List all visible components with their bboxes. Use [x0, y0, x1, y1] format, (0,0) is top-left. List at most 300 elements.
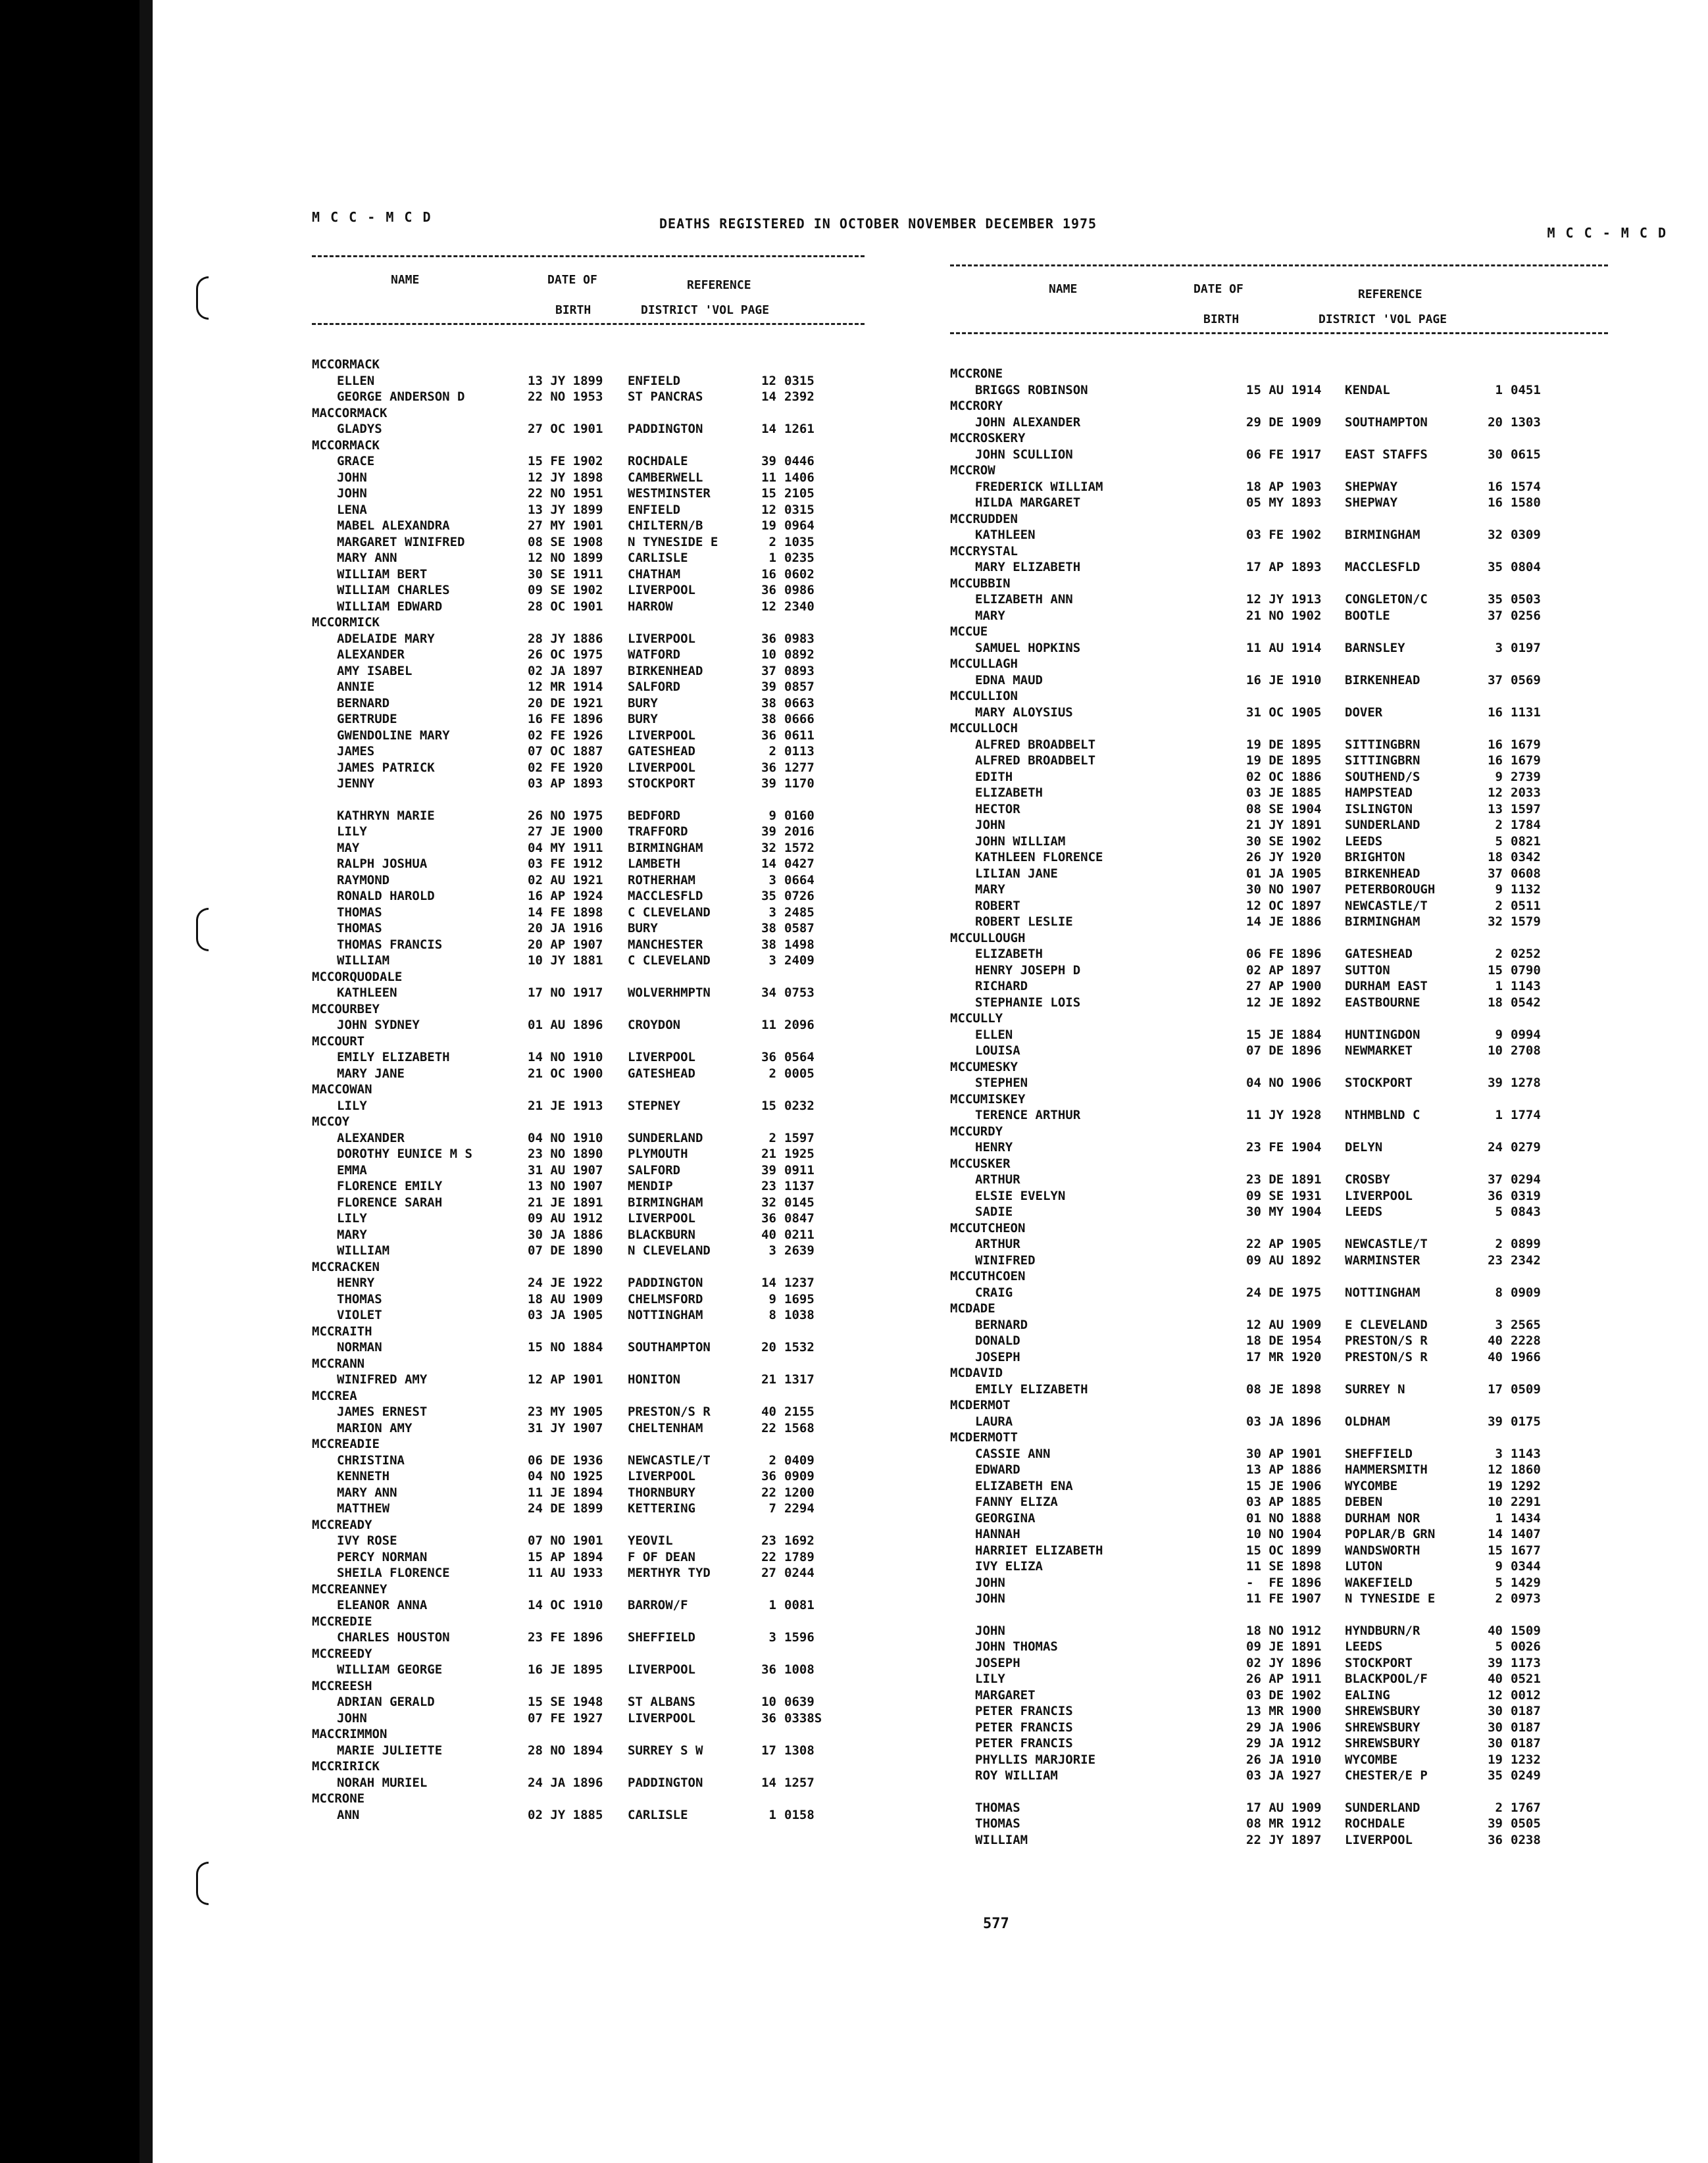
page: 1170 — [784, 776, 815, 791]
death-entry-row — [950, 1027, 1608, 1043]
district: STOCKPORT — [1345, 1076, 1413, 1090]
volume: 39 — [761, 776, 776, 791]
date-of-birth: 30 SE 1911 — [528, 566, 603, 582]
given-names: ALEXANDER — [337, 1130, 405, 1145]
district: SOUTHEND/S — [1345, 769, 1420, 784]
district: BRIGHTON — [1345, 850, 1405, 864]
page: 0893 — [784, 663, 815, 678]
district: BURY — [628, 712, 658, 726]
surname-heading — [312, 969, 865, 985]
volume: 21 — [761, 1372, 776, 1387]
volume: 37 — [1488, 1172, 1503, 1187]
district: PADDINGTON — [628, 1775, 703, 1790]
surname-heading — [950, 366, 1608, 382]
volume: 5 — [1495, 1205, 1503, 1219]
date-of-birth: 12 JE 1892 — [1246, 995, 1322, 1010]
given-names: CHRISTINA — [337, 1453, 405, 1468]
page: 1008 — [784, 1662, 815, 1677]
date-of-birth: 07 FE 1927 — [528, 1710, 603, 1726]
given-names: KATHLEEN — [975, 528, 1036, 542]
volume: 9 — [1495, 882, 1503, 897]
death-entry-row — [950, 737, 1608, 753]
date-of-birth: 01 AU 1896 — [528, 1018, 603, 1032]
given-names: MABEL ALEXANDRA — [337, 518, 450, 533]
surname: MCCREANNEY — [312, 1581, 388, 1597]
given-names: THOMAS — [337, 921, 382, 935]
death-entry-row — [950, 1752, 1608, 1768]
page: 0503 — [1511, 592, 1541, 607]
page: 0569 — [1511, 672, 1541, 687]
given-names: MARGARET WINIFRED — [337, 534, 465, 549]
volume: 34 — [761, 985, 776, 1000]
date-of-header: DATE OF — [547, 273, 597, 287]
given-names: KATHLEEN FLORENCE — [975, 850, 1103, 864]
district-header: DISTRICT — [641, 303, 698, 317]
death-entry-row — [950, 591, 1608, 608]
volume: 30 — [1488, 447, 1503, 462]
given-names: ELIZABETH — [975, 947, 1043, 961]
surname: MCCULLOCH — [950, 721, 1018, 735]
volume: 20 — [761, 1340, 776, 1355]
page: 0790 — [1511, 962, 1541, 978]
surname: MCCROW — [950, 463, 995, 478]
volume: 3 — [768, 1243, 776, 1258]
given-names: IVY ELIZA — [975, 1559, 1043, 1574]
given-names: LILIAN JANE — [975, 866, 1058, 881]
death-entry-row — [312, 663, 865, 680]
death-entry-row — [312, 470, 865, 486]
page: 0602 — [784, 566, 815, 582]
surname-heading — [312, 1082, 865, 1098]
surname: MCCRANN — [312, 1356, 365, 1371]
death-entry-row — [312, 1743, 865, 1759]
death-entry-row — [950, 1671, 1608, 1687]
district: WESTMINSTER — [628, 486, 711, 501]
death-entry-row — [312, 1710, 865, 1727]
surname-heading — [950, 930, 1608, 947]
given-names: MARY ANN — [337, 1485, 397, 1500]
page: 1597 — [784, 1130, 815, 1145]
given-names: KENNETH — [337, 1469, 390, 1483]
volume: 3 — [768, 953, 776, 968]
death-entry-row — [950, 914, 1608, 930]
death-entry-row — [312, 808, 865, 824]
death-entry-row — [950, 1703, 1608, 1720]
death-entry-row — [950, 1043, 1608, 1059]
page: 1579 — [1511, 914, 1541, 929]
death-entry-row — [312, 1549, 865, 1566]
page: 1966 — [1511, 1349, 1541, 1364]
date-of-birth: 06 DE 1936 — [528, 1453, 603, 1468]
district: SHREWSBURY — [1345, 1720, 1420, 1735]
district: CARLISLE — [628, 551, 688, 565]
given-names: ALEXANDER — [337, 647, 405, 662]
volume: 8 — [768, 1308, 776, 1322]
given-names: ELLEN — [975, 1027, 1013, 1042]
surname: MCCRYSTAL — [950, 543, 1018, 559]
page: 0211 — [784, 1227, 815, 1242]
page: 0521 — [1511, 1672, 1541, 1686]
death-entry-row — [950, 1832, 1608, 1849]
date-of-birth: 22 AP 1905 — [1246, 1237, 1322, 1251]
death-entry-row — [312, 937, 865, 953]
page: 1257 — [784, 1775, 815, 1790]
page: 1574 — [1511, 479, 1541, 494]
page: 0160 — [784, 808, 815, 823]
death-entry-row — [312, 566, 865, 583]
death-entry-row — [950, 527, 1608, 543]
district: CHELMSFORD — [628, 1291, 703, 1306]
given-names: FLORENCE SARAH — [337, 1195, 443, 1210]
surname-heading — [950, 1220, 1608, 1237]
death-entry-row — [950, 882, 1608, 898]
volume: 23 — [761, 1179, 776, 1193]
volume: 40 — [1488, 1672, 1503, 1686]
page: 1317 — [784, 1372, 815, 1387]
surname: MCCORMACK — [312, 437, 380, 453]
date-of-birth: 07 NO 1901 — [528, 1533, 603, 1548]
death-entry-row — [950, 1768, 1608, 1784]
given-names: JOHN — [975, 1591, 1005, 1606]
volume: 5 — [1495, 1575, 1503, 1590]
given-names: EMILY ELIZABETH — [975, 1381, 1088, 1397]
volume: 1 — [1495, 382, 1503, 397]
date-of-birth: 29 JA 1912 — [1246, 1736, 1322, 1751]
surname: MCCULLOUGH — [950, 930, 1026, 945]
death-entry-row — [950, 1720, 1608, 1736]
given-names: WINIFRED — [975, 1253, 1036, 1268]
volume: 3 — [1495, 640, 1503, 655]
volume: 16 — [1488, 479, 1503, 494]
given-names: JOHN — [975, 1623, 1005, 1638]
death-entry-row — [312, 453, 865, 470]
district: LIVERPOOL — [628, 583, 695, 597]
surname-heading — [950, 720, 1608, 737]
death-entry-row — [950, 608, 1608, 624]
surname-heading — [950, 1301, 1608, 1317]
surname: MACCORMACK — [312, 405, 388, 420]
page: 1860 — [1511, 1462, 1541, 1477]
district: SOUTHAMPTON — [628, 1340, 711, 1355]
given-names: JAMES ERNEST — [337, 1405, 428, 1419]
surname-heading — [312, 1324, 865, 1340]
date-of-birth: 11 AU 1914 — [1246, 640, 1322, 655]
given-names: ROBERT LESLIE — [975, 914, 1073, 929]
volume: 40 — [1488, 1349, 1503, 1364]
given-names: MATTHEW — [337, 1501, 390, 1516]
page: 1532 — [784, 1340, 815, 1355]
volume: 2 — [1495, 1800, 1503, 1815]
page: 1278 — [1511, 1076, 1541, 1090]
volume: 7 — [768, 1501, 776, 1516]
district: MACCLESFLD — [1345, 560, 1420, 574]
surname: MCCRONE — [312, 1791, 365, 1806]
given-names: GEORGINA — [975, 1510, 1036, 1526]
page: 0279 — [1511, 1140, 1541, 1155]
district: LIVERPOOL — [628, 760, 695, 775]
date-of-birth: 09 AU 1892 — [1246, 1253, 1322, 1268]
date-of-birth: 03 DE 1902 — [1246, 1687, 1322, 1703]
given-names: MARY JANE — [337, 1066, 405, 1081]
date-of-birth: 03 AP 1885 — [1246, 1495, 1322, 1509]
district: PADDINGTON — [628, 1276, 703, 1290]
page: 0821 — [1511, 833, 1541, 849]
district: BEDFORD — [628, 808, 681, 823]
given-names: PERCY NORMAN — [337, 1549, 428, 1564]
district: SHEFFIELD — [1345, 1446, 1413, 1461]
page: 1038 — [784, 1308, 815, 1322]
punch-hole — [196, 1862, 209, 1905]
volume: 39 — [1488, 1816, 1503, 1831]
volume: 35 — [1488, 560, 1503, 574]
district: YEOVIL — [628, 1533, 673, 1548]
given-names: ALFRED BROADBELT — [975, 737, 1096, 752]
volume: 18 — [1488, 850, 1503, 864]
date-of-birth: 04 NO 1906 — [1246, 1076, 1322, 1090]
district: NOTTINGHAM — [1345, 1285, 1420, 1300]
page: 1677 — [1511, 1543, 1541, 1558]
volume: 35 — [761, 889, 776, 903]
death-entry-row — [312, 1420, 865, 1437]
death-entry-row — [950, 1510, 1608, 1527]
volume: 36 — [761, 1662, 776, 1677]
surname-heading — [312, 1726, 865, 1743]
surname-heading — [950, 688, 1608, 705]
given-names: THOMAS — [337, 1291, 382, 1306]
death-entry-row — [950, 1285, 1608, 1301]
death-entry-row — [312, 872, 865, 889]
surname-heading — [950, 1430, 1608, 1446]
volume: 30 — [1488, 1704, 1503, 1718]
page: 1406 — [784, 470, 815, 485]
date-of-birth: 29 JA 1906 — [1246, 1720, 1322, 1735]
page: 0511 — [1511, 898, 1541, 913]
death-entry-row — [312, 840, 865, 857]
page: 0294 — [1511, 1172, 1541, 1187]
date-of-birth: 10 NO 1904 — [1246, 1527, 1322, 1541]
death-entry-row — [950, 1735, 1608, 1752]
district: PETERBOROUGH — [1345, 882, 1436, 897]
district: DEBEN — [1345, 1495, 1383, 1509]
page: 0911 — [784, 1162, 815, 1178]
page: 0081 — [784, 1598, 815, 1612]
district: DELYN — [1345, 1140, 1383, 1155]
date-of-birth: 11 SE 1898 — [1246, 1559, 1322, 1574]
date-of-birth: 17 NO 1917 — [528, 985, 603, 1000]
date-of-birth: 13 NO 1907 — [528, 1179, 603, 1193]
death-entry-row — [312, 888, 865, 905]
given-names: GWENDOLINE MARY — [337, 728, 450, 743]
volume: 13 — [1488, 801, 1503, 816]
death-entry-row — [312, 1146, 865, 1162]
volume: 39 — [761, 824, 776, 839]
date-of-birth: 04 NO 1925 — [528, 1469, 603, 1483]
volume: 32 — [761, 1195, 776, 1210]
date-of-birth: 26 AP 1911 — [1246, 1672, 1322, 1686]
district: LEEDS — [1345, 1639, 1383, 1654]
surname: MCCUSKER — [950, 1156, 1011, 1171]
surname-heading — [312, 1388, 865, 1405]
date-of-birth: 09 AU 1912 — [528, 1211, 603, 1226]
district: SHREWSBURY — [1345, 1704, 1420, 1718]
given-names: WILLIAM — [975, 1832, 1028, 1847]
district: PLYMOUTH — [628, 1147, 688, 1161]
death-entry-row — [312, 1629, 865, 1646]
district: ST ALBANS — [628, 1695, 695, 1709]
volume: 16 — [1488, 737, 1503, 752]
date-of-birth: - FE 1896 — [1246, 1575, 1322, 1590]
district: DURHAM EAST — [1345, 979, 1428, 993]
volume: 17 — [1488, 1381, 1503, 1397]
death-entry-row — [950, 1591, 1608, 1607]
volume: 37 — [1488, 866, 1503, 881]
volume: 8 — [1495, 1285, 1503, 1300]
death-entry-row — [312, 647, 865, 663]
page: 1429 — [1511, 1575, 1541, 1590]
page: 2739 — [1511, 769, 1541, 784]
page: 0608 — [1511, 866, 1541, 881]
surname-heading — [950, 656, 1608, 672]
district: SOUTHAMPTON — [1345, 414, 1428, 430]
given-names: DOROTHY EUNICE M S — [337, 1147, 472, 1161]
given-names: MARION AMY — [337, 1420, 413, 1435]
date-of-birth: 22 NO 1953 — [528, 389, 603, 404]
date-of-birth: 11 JY 1928 — [1246, 1108, 1322, 1122]
given-names: JOHN — [975, 1575, 1005, 1590]
page: 0847 — [784, 1211, 815, 1226]
death-entry-row — [950, 785, 1608, 801]
volume: 3 — [768, 905, 776, 920]
given-names: MARY — [975, 882, 1005, 897]
page: 1679 — [1511, 753, 1541, 768]
death-entry-row — [312, 582, 865, 599]
given-names: ELLEN — [337, 373, 375, 388]
volume: 12 — [761, 599, 776, 614]
district: LIVERPOOL — [628, 631, 695, 646]
page: 0505 — [1511, 1816, 1541, 1831]
death-entry-row — [950, 1446, 1608, 1462]
district: HARROW — [628, 599, 673, 614]
volume: 36 — [761, 1050, 776, 1064]
date-of-birth: 26 JA 1910 — [1246, 1752, 1322, 1767]
date-of-birth: 27 MY 1901 — [528, 518, 603, 533]
death-entry-row — [312, 920, 865, 937]
page: 0664 — [784, 872, 815, 887]
volume: 39 — [761, 680, 776, 694]
page: 0249 — [1511, 1768, 1541, 1783]
volume: 22 — [761, 1420, 776, 1435]
volume: 3 — [768, 872, 776, 887]
surname: MCCUTCHEON — [950, 1220, 1026, 1235]
death-entry-row — [950, 833, 1608, 850]
given-names: NORAH MURIEL — [337, 1775, 428, 1790]
district: LIVERPOOL — [1345, 1188, 1413, 1203]
given-names: LILY — [337, 824, 367, 839]
birth-header: BIRTH — [555, 303, 591, 317]
surname: MCCRAITH — [312, 1324, 372, 1339]
death-entry-row — [950, 672, 1608, 689]
given-names: NORMAN — [337, 1340, 382, 1355]
district: BARNSLEY — [1345, 640, 1405, 655]
surname-heading — [312, 1758, 865, 1775]
page: 0857 — [784, 680, 815, 694]
page: 1572 — [784, 840, 815, 855]
district: C CLEVELAND — [628, 905, 711, 920]
volume: 12 — [1488, 1687, 1503, 1703]
volume: 2 — [1495, 1591, 1503, 1606]
district: WARMINSTER — [1345, 1253, 1420, 1268]
volume: 15 — [1488, 1543, 1503, 1558]
date-of-birth: 23 DE 1891 — [1246, 1172, 1322, 1187]
volume: 14 — [761, 389, 776, 404]
death-entry-row — [950, 1543, 1608, 1559]
page: 0158 — [784, 1807, 815, 1822]
death-entry-row — [312, 695, 865, 712]
death-entry-row — [950, 1204, 1608, 1220]
date-of-birth: 12 NO 1899 — [528, 551, 603, 565]
right-column — [950, 264, 1608, 1848]
district: NTHMBLND C — [1345, 1108, 1420, 1122]
date-of-birth: 18 AP 1903 — [1246, 479, 1322, 494]
given-names: PETER FRANCIS — [975, 1704, 1073, 1718]
given-names: THOMAS FRANCIS — [337, 937, 443, 952]
given-names: MARY — [337, 1227, 367, 1242]
district: SHREWSBURY — [1345, 1736, 1420, 1751]
page: 0238 — [1511, 1832, 1541, 1847]
date-of-birth: 30 SE 1902 — [1246, 833, 1322, 849]
district: SUNDERLAND — [628, 1130, 703, 1145]
district: MANCHESTER — [628, 937, 703, 952]
death-entry-row — [950, 1075, 1608, 1091]
page: 0973 — [1511, 1591, 1541, 1606]
district: ISLINGTON — [1345, 801, 1413, 816]
district: HYNDBURN/R — [1345, 1623, 1420, 1638]
page: 0244 — [784, 1566, 815, 1580]
death-entry-row — [950, 1575, 1608, 1591]
date-of-birth: 02 AU 1921 — [528, 872, 603, 887]
district: ENFIELD — [628, 373, 681, 388]
surname: MCCULLY — [950, 1011, 1003, 1026]
page: 0005 — [784, 1066, 815, 1081]
given-names: JOHN — [337, 486, 367, 501]
volume: 39 — [1488, 1655, 1503, 1670]
given-names: WILLIAM — [337, 953, 390, 968]
given-names: MARIE JULIETTE — [337, 1743, 443, 1758]
district: HAMPSTEAD — [1345, 785, 1413, 800]
district: EASTBOURNE — [1345, 995, 1420, 1010]
given-names: JOHN SCULLION — [975, 447, 1073, 462]
volume: 1 — [1495, 1510, 1503, 1526]
page: 0446 — [784, 454, 815, 468]
page: 0197 — [1511, 640, 1541, 655]
surname: MCCRACKEN — [312, 1259, 380, 1274]
death-entry-row — [950, 1655, 1608, 1672]
given-names: THOMAS — [337, 905, 382, 920]
volume: 19 — [1488, 1478, 1503, 1493]
death-entry-row — [312, 1307, 865, 1324]
death-entry-row — [312, 905, 865, 921]
death-entry-row — [312, 1275, 865, 1291]
death-entry-row — [950, 946, 1608, 962]
district-volpage-header: DISTRICT 'VOL PAGE — [1319, 312, 1447, 326]
page: 0342 — [1511, 850, 1541, 864]
page: 0615 — [1511, 447, 1541, 462]
date-of-birth: 14 OC 1910 — [528, 1598, 603, 1612]
page: 0564 — [784, 1050, 815, 1064]
death-entry-row — [312, 1565, 865, 1581]
district: SHEPWAY — [1345, 479, 1398, 494]
death-entry-row — [312, 1195, 865, 1211]
